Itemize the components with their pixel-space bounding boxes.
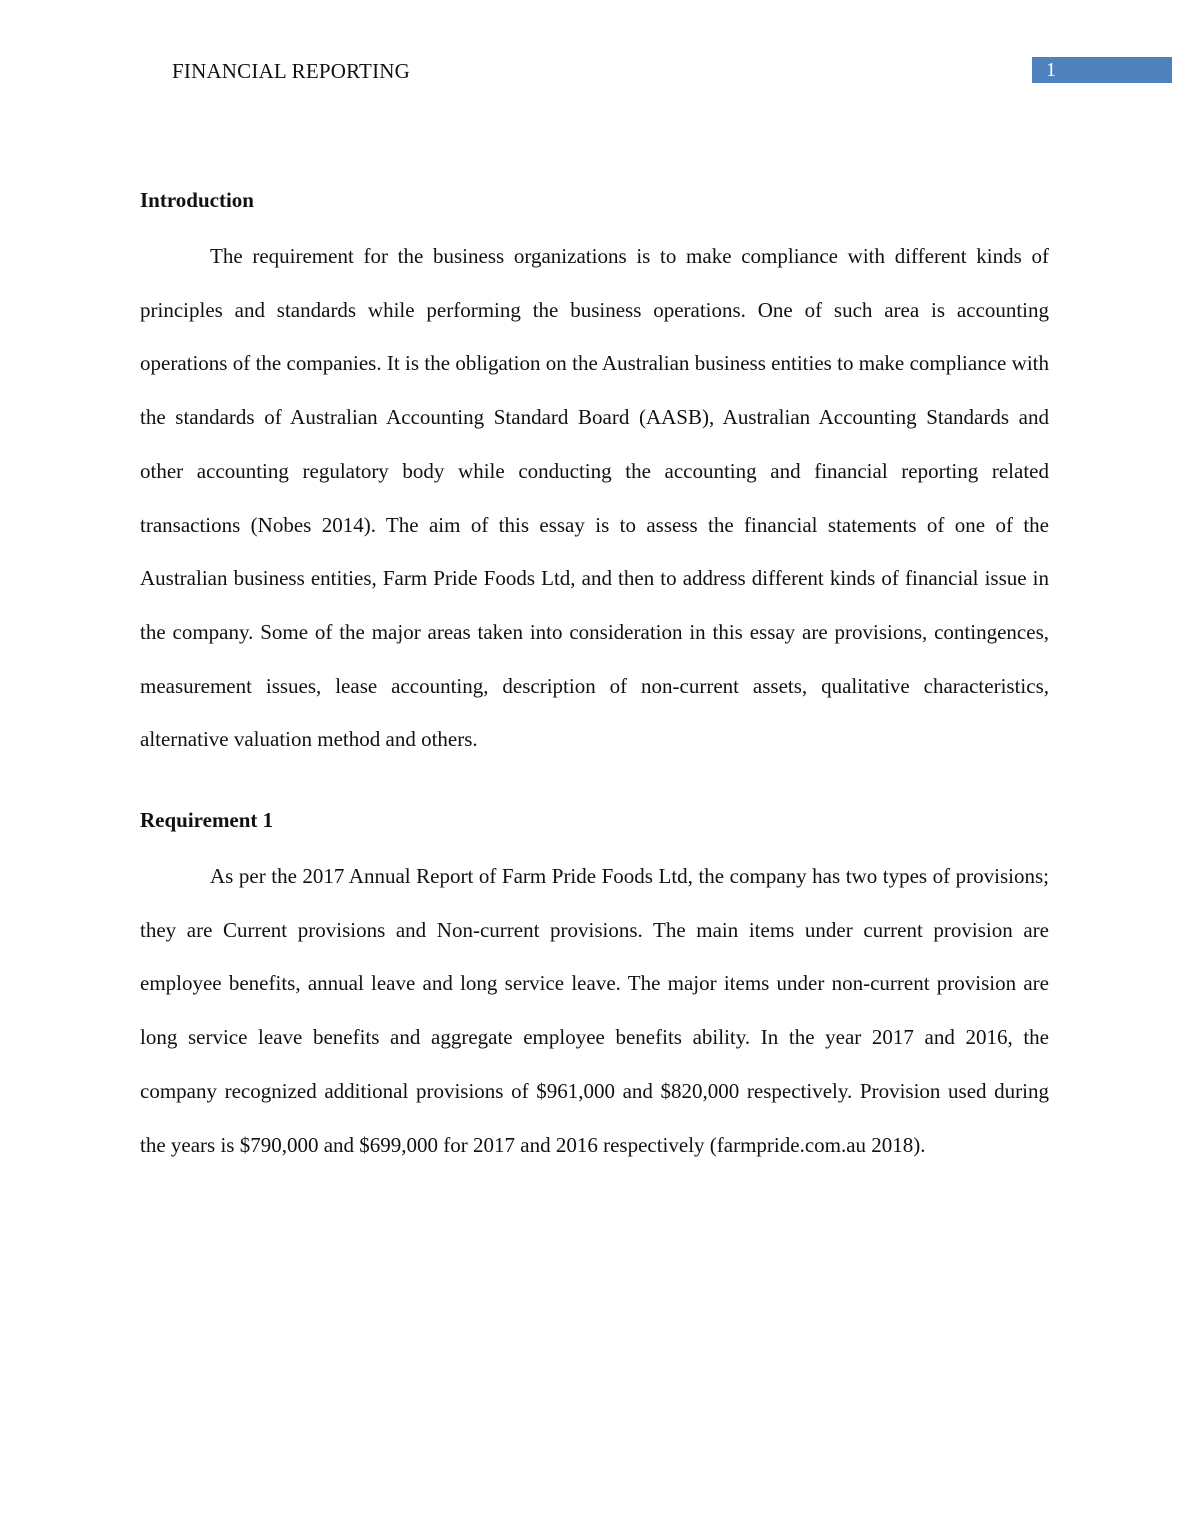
page-number: 1	[1046, 59, 1056, 81]
document-body	[140, 183, 1049, 1172]
page-number-badge	[1032, 57, 1172, 83]
section-heading-requirement-1: Requirement 1	[140, 808, 274, 833]
section-spacer	[140, 767, 1049, 803]
introduction-paragraph: The requirement for the business organizations is to make compliance with different kinds of principles and standards while performing the business operations. One of such area is accounting operations of the companies. It is the obligation on the Australian business entities to make compliance with the standards of Australian Accounting Standard Board (AASB), Australian Accounting Standards and other accounting regulatory body while conducting the accounting and financial reporting related transactions (Nobes 2014). The aim of this essay is to assess the financial statements of one of the Australian business entities, Farm Pride Foods Ltd, and then to address different kinds of financial issue in the company. Some of the major areas taken into consideration in this essay are provisions, contingences, measurement issues, lease accounting, description of non-current assets, qualitative characteristics, alternative valuation method and others.	[140, 244, 1049, 752]
running-header-title: FINANCIAL REPORTING	[172, 59, 411, 83]
section-heading-introduction: Introduction	[140, 188, 254, 212]
requirement-1-paragraph: As per the 2017 Annual Report of Farm Pride Foods Ltd, the company has two types of provisions; they are Current provisions and Non-current provisions. The main items under current provision are employee benefits, annual leave and long service leave. The major items under non-current provision are long service leave benefits and aggregate employee benefits ability. In the year 2017 and 2016, the company recognized additional provisions of $961,000 and $820,000 respectively. Provision used during the years is $790,000 and $699,000 for 2017 and 2016 respectively (farmpride.com.au 2018).	[140, 864, 1049, 1157]
